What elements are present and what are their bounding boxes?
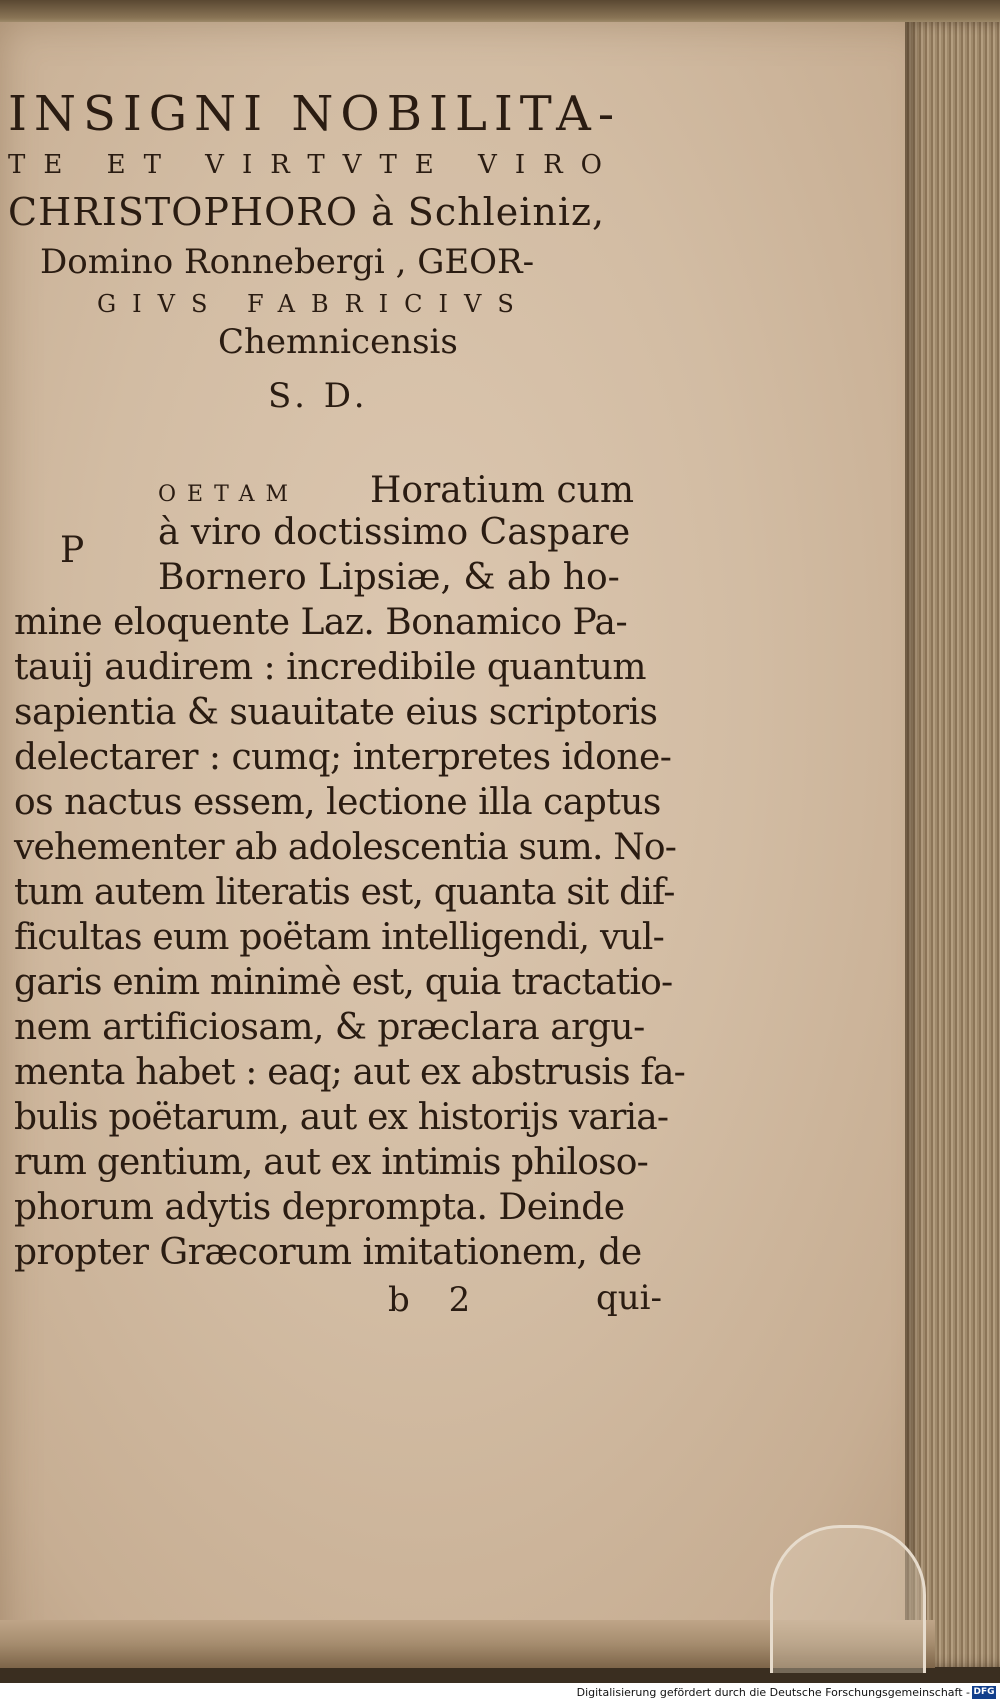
heading-line-1: INSIGNI NOBILITA-: [8, 86, 622, 142]
heading-line-5: GIVS FABRICIVS: [97, 290, 530, 318]
catchword: qui-: [596, 1278, 663, 1318]
body-line: garis enim minimè est, quia tractatio-: [14, 962, 673, 1003]
heading-line-2: TE ET VIRTVTE VIRO: [8, 150, 620, 180]
body-line: ficultas eum poëtam intelligendi, vul-: [14, 917, 664, 958]
page-fore-edge: [905, 22, 1000, 1667]
body-line: propter Græcorum imitationem, de: [14, 1232, 642, 1273]
body-line: rum gentium, aut ex intimis philoso-: [14, 1142, 649, 1183]
body-line: bulis poëtarum, aut ex historijs varia-: [14, 1097, 669, 1138]
first-line-lead: OETAM: [158, 482, 299, 507]
body-line: tauij audirem : incredibile quantum: [14, 647, 647, 688]
heading-line-4: Domino Ronnebergi , GEOR-: [40, 242, 535, 282]
body-line: phorum adytis deprompta. Deinde: [14, 1187, 625, 1228]
first-line-rest: Horatium cum: [370, 470, 634, 511]
body-line: Bornero Lipsiæ, & ab ho-: [158, 557, 620, 598]
body-line: delectarer : cumq; interpretes idone-: [14, 737, 672, 778]
heading-line-7: S. D.: [268, 376, 369, 416]
page-clip-tab: [770, 1525, 926, 1673]
body-line: os nactus essem, lectione illa captus: [14, 782, 661, 823]
body-line: nem artificiosam, & præclara argu-: [14, 1007, 645, 1048]
heading-line-3: CHRISTOPHORO à Schleiniz,: [8, 190, 606, 234]
body-line: menta habet : eaq; aut ex abstrusis fa-: [14, 1052, 685, 1093]
body-line: sapientia & suauitate eius scriptoris: [14, 692, 658, 733]
heading-line-6: Chemnicensis: [218, 322, 458, 362]
dfg-logo: DFG: [973, 1687, 995, 1697]
body-line: mine eloquente Laz. Bonamico Pa-: [14, 602, 628, 643]
body-line: tum autem literatis est, quanta sit dif-: [14, 872, 675, 913]
body-line: vehementer ab adolescentia sum. No-: [14, 827, 677, 868]
footer-credit: Digitalisierung gefördert durch die Deutsche Forschungsgemeinschaft -: [576, 1686, 970, 1699]
signature-mark: b 2: [388, 1280, 485, 1320]
body-line: à viro doctissimo Caspare: [158, 512, 631, 553]
drop-cap: P: [60, 530, 85, 571]
